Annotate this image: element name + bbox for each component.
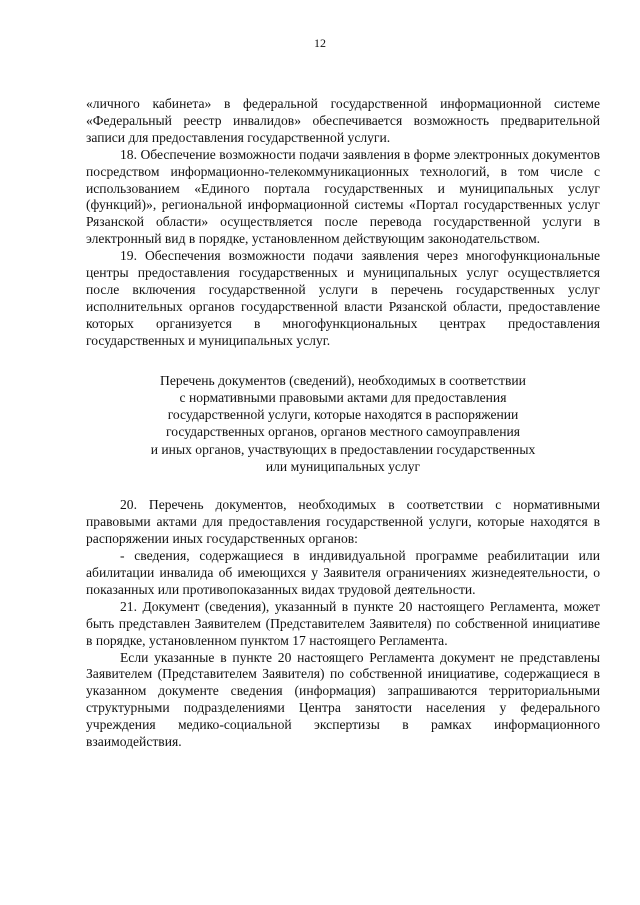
paragraph: 20. Перечень документов, необходимых в соответствии с нормативными правовыми актами для предоставления государственной услуги, которые находятся в распоряжении иных государственных органов: bbox=[86, 497, 600, 547]
paragraph: «личного кабинета» в федеральной государственной информационной системе «Федеральный реестр инвалидов» обеспечивается возможность предварительной записи для предоставления государственной услуги. bbox=[86, 96, 600, 145]
paragraph: 19. Обеспечения возможности подачи заявления через многофункциональные центры предоставления государственных и муниципальных услуг осуществляется после включения государственной услуги в перечень государственных услуг исполнительных органов государственной власти Рязанской области, предоставление которых организуется в многофункциональных центрах предоставления государственных и муниципальных услуг. bbox=[86, 248, 600, 348]
heading-line: государственной услуги, которые находятся в распоряжении bbox=[167, 407, 519, 423]
paragraph: 18. Обеспечение возможности подачи заявления в форме электронных документов посредством информационно-телекоммуникационных технологий, в том числе с использованием «Единого портала государственных и муниципальных услуг (функций)», региональной информационной системы «Портал государственных услуг Рязанской области» осуществляется после перевода государственной услуги в электронный вид в порядке, установленном действующим законодательством. bbox=[86, 146, 600, 247]
heading-line: или муниципальных услуг bbox=[265, 459, 421, 475]
paragraph: Если указанные в пункте 20 настоящего Регламента документ не представлены Заявителем (Представителем Заявителя) по собственной инициативе, содержащиеся в указанном документе сведения (информация) запрашиваются территориальными структурными подразделениями Центра занятости населения у федерального учреждения медико-социальной экспертизы в рамках информационного взаимодействия. bbox=[86, 649, 600, 750]
section-heading bbox=[86, 372, 600, 476]
heading-line: и иных органов, участвующих в предоставлении государственных bbox=[150, 441, 536, 457]
heading-line: государственных органов, органов местного самоуправления bbox=[165, 424, 521, 440]
paragraph: 21. Документ (сведения), указанный в пункте 20 настоящего Регламента, может быть представлен Заявителем (Представителем Заявителя) по собственной инициативе в порядке, установленном пунктом 17 настоящего Регламента. bbox=[86, 598, 600, 648]
paragraphs-before bbox=[86, 96, 600, 350]
page-number: 12 bbox=[314, 36, 326, 50]
document-body bbox=[86, 96, 600, 751]
heading-line: с нормативными правовыми актами для предоставления bbox=[179, 389, 507, 405]
paragraph: - сведения, содержащиеся в индивидуальной программе реабилитации или абилитации инвалида об имеющихся у Заявителя ограничениях жизнедеятельности, о показанных или противопоказанных видах трудовой деятельности. bbox=[86, 548, 600, 597]
heading-line: Перечень документов (сведений), необходимых в соответствии bbox=[160, 372, 526, 388]
paragraphs-after bbox=[86, 497, 600, 751]
